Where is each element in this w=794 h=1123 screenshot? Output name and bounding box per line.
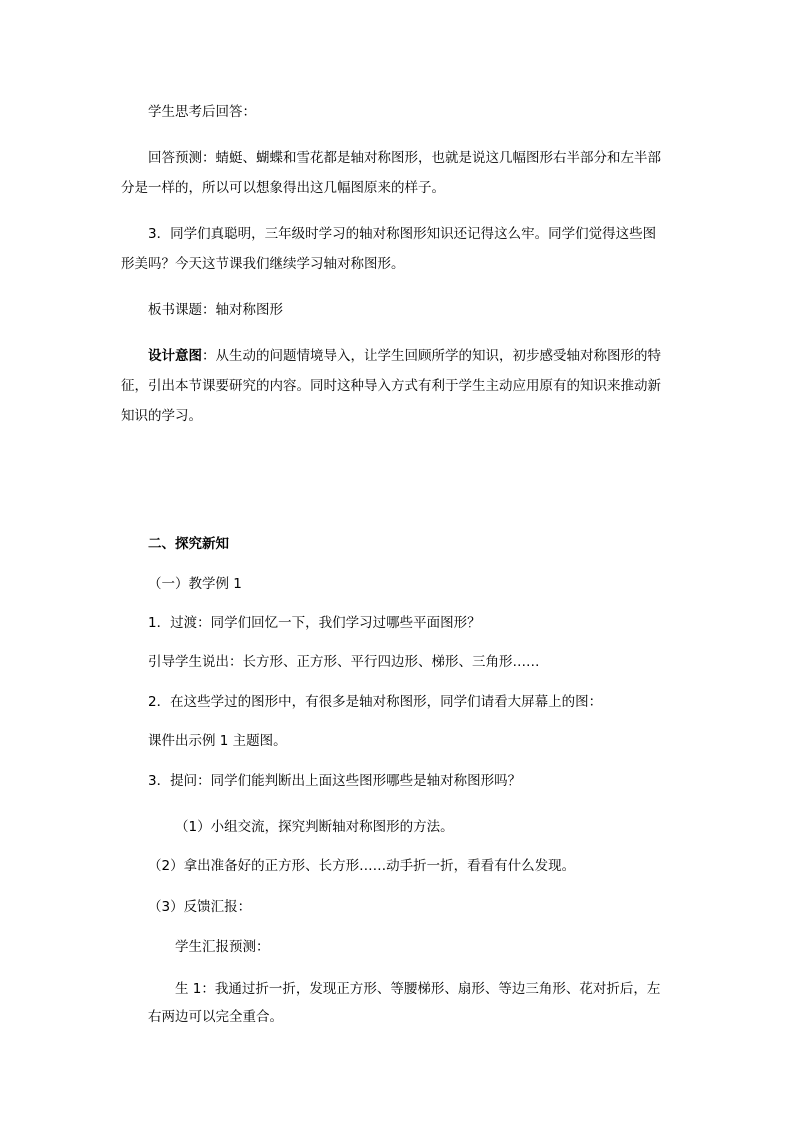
item-show-example: 课件出示例 1 主题图。 xyxy=(148,733,287,749)
section-heading-explore: 二、探究新知 xyxy=(148,536,229,552)
paragraph-student1-line2: 右两边可以完全重合。 xyxy=(148,1009,283,1025)
paragraph-design-intent-line3: 知识的学习。 xyxy=(121,408,202,424)
paragraph-student1-line1: 生 1：我通过折一折，发现正方形、等腰梯形、扇形、等边三角形、花对折后，左 xyxy=(175,981,661,997)
item-question: 3．提问：同学们能判断出上面这些图形哪些是轴对称图形吗？ xyxy=(148,773,522,789)
design-intent-text: ：从生动的问题情境导入，让学生回顾所学的知识，初步感受轴对称图形的特 xyxy=(202,348,661,364)
item-transition: 1．过渡：同学们回忆一下，我们学习过哪些平面图形？ xyxy=(148,615,481,631)
design-intent-label: 设计意图 xyxy=(148,348,202,364)
paragraph-answer-prediction-line1: 回答预测：蜻蜓、蝴蝶和雪花都是轴对称图形，也就是说这几幅图形右半部分和左半部 xyxy=(148,150,661,166)
subsection-example1: （一）教学例 1 xyxy=(148,576,242,592)
paragraph-student-report-prediction: 学生汇报预测： xyxy=(175,939,270,955)
paragraph-item3-line1: 3．同学们真聪明，三年级时学习的轴对称图形知识还记得这么牢。同学们觉得这些图 xyxy=(148,226,657,242)
step-group-discussion: （1）小组交流，探究判断轴对称图形的方法。 xyxy=(175,819,454,835)
step-feedback: （3）反馈汇报： xyxy=(148,899,252,915)
item-guide-students: 引导学生说出：长方形、正方形、平行四边形、梯形、三角形…… xyxy=(148,654,540,670)
paragraph-item3-line2: 形美吗？今天这节课我们继续学习轴对称图形。 xyxy=(121,256,405,272)
item-shapes-on-screen: 2．在这些学过的图形中，有很多是轴对称图形，同学们请看大屏幕上的图： xyxy=(148,694,603,710)
paragraph-design-intent-line2: 征，引出本节课要研究的内容。同时这种导入方式有利于学生主动应用原有的知识来推动新 xyxy=(121,378,661,394)
paragraph-student-answer-intro: 学生思考后回答： xyxy=(148,104,256,120)
paragraph-board-title: 板书课题：轴对称图形 xyxy=(148,302,283,318)
step-fold-shapes: （2）拿出准备好的正方形、长方形……动手折一折，看看有什么发现。 xyxy=(148,858,576,874)
paragraph-answer-prediction-line2: 分是一样的，所以可以想象得出这几幅图原来的样子。 xyxy=(121,180,445,196)
paragraph-design-intent-line1 xyxy=(148,346,661,366)
